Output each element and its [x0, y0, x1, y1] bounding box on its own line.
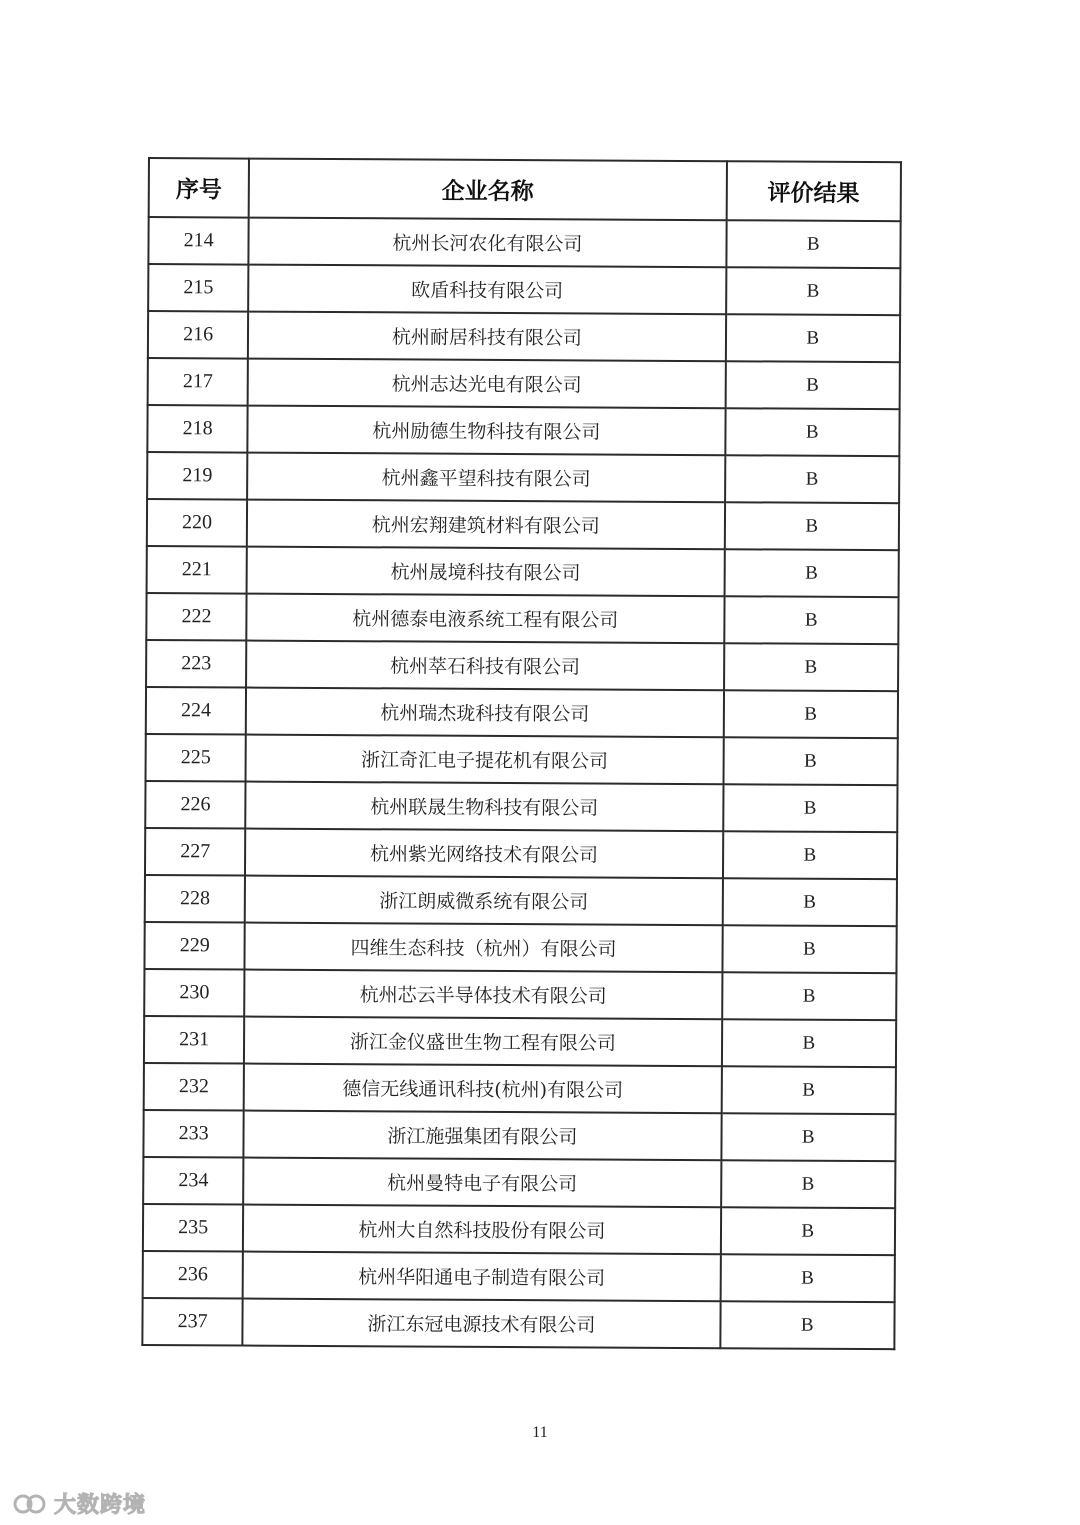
- cell-serial-number: 215: [148, 264, 249, 312]
- cell-serial-number: 223: [146, 640, 247, 688]
- cell-evaluation-result: B: [725, 408, 900, 456]
- table-row: [144, 1063, 896, 1114]
- cell-serial-number: 230: [144, 969, 245, 1017]
- cell-company-name: 浙江施强集团有限公司: [244, 1111, 722, 1161]
- cell-company-name: 浙江东冠电源技术有限公司: [243, 1299, 721, 1349]
- cell-serial-number: 228: [145, 875, 246, 923]
- cell-evaluation-result: B: [723, 737, 898, 785]
- table-row: [144, 969, 896, 1020]
- table-row: [146, 640, 898, 691]
- table-row: [145, 781, 897, 832]
- cell-company-name: 杭州联晟生物科技有限公司: [246, 782, 724, 832]
- cell-company-name: 杭州鑫平望科技有限公司: [247, 453, 725, 503]
- cell-serial-number: 219: [147, 452, 248, 500]
- cell-company-name: 杭州芯云半导体技术有限公司: [244, 970, 722, 1020]
- cell-company-name: 浙江朗威微系统有限公司: [245, 876, 723, 926]
- cell-company-name: 杭州宏翔建筑材料有限公司: [247, 500, 725, 550]
- cell-serial-number: 235: [143, 1204, 244, 1252]
- cell-company-name: 浙江金仪盛世生物工程有限公司: [244, 1017, 722, 1067]
- table-row: [147, 546, 899, 597]
- page-number: 11: [532, 1424, 548, 1441]
- cell-evaluation-result: B: [721, 1160, 896, 1208]
- table-body: [142, 217, 900, 1349]
- cell-evaluation-result: B: [724, 502, 899, 550]
- cell-company-name: 杭州瑞杰珑科技有限公司: [246, 688, 724, 738]
- cell-company-name: 杭州萃石科技有限公司: [246, 641, 724, 691]
- cell-company-name: 杭州志达光电有限公司: [248, 359, 726, 409]
- cell-serial-number: 221: [147, 546, 248, 594]
- cell-serial-number: 226: [145, 781, 246, 829]
- cell-company-name: 欧盾科技有限公司: [248, 265, 726, 315]
- cell-evaluation-result: B: [721, 1019, 896, 1067]
- cell-evaluation-result: B: [720, 1207, 895, 1255]
- cell-serial-number: 214: [148, 217, 249, 265]
- cell-evaluation-result: B: [721, 1066, 896, 1114]
- cell-evaluation-result: B: [725, 314, 900, 362]
- cell-serial-number: 217: [148, 358, 249, 406]
- cell-company-name: 杭州长河农化有限公司: [249, 218, 727, 268]
- header-serial-number: 序号: [149, 158, 250, 218]
- cell-evaluation-result: B: [720, 1301, 895, 1349]
- table-row: [144, 1016, 896, 1067]
- company-rating-table: [141, 157, 902, 1350]
- cell-company-name: 杭州华阳通电子制造有限公司: [243, 1252, 721, 1302]
- cell-evaluation-result: B: [722, 878, 897, 926]
- table-row: [147, 405, 899, 456]
- cell-company-name: 杭州德泰电液系统工程有限公司: [247, 594, 725, 644]
- cell-evaluation-result: B: [722, 925, 897, 973]
- cell-company-name: 杭州大自然科技股份有限公司: [243, 1205, 721, 1255]
- cell-evaluation-result: B: [724, 549, 899, 597]
- cell-evaluation-result: B: [724, 643, 899, 691]
- header-company-name: 企业名称: [249, 159, 727, 221]
- table-row: [146, 593, 898, 644]
- cell-company-name: 四维生态科技（杭州）有限公司: [245, 923, 723, 973]
- header-evaluation-result: 评价结果: [726, 161, 901, 221]
- cell-evaluation-result: B: [726, 220, 901, 268]
- cell-company-name: 德信无线通讯科技(杭州)有限公司: [244, 1064, 722, 1114]
- cell-serial-number: 229: [144, 922, 245, 970]
- cell-serial-number: 218: [147, 405, 248, 453]
- cell-evaluation-result: B: [725, 361, 900, 409]
- cell-evaluation-result: B: [724, 596, 899, 644]
- table-row: [148, 264, 900, 315]
- cell-serial-number: 234: [143, 1157, 244, 1205]
- cell-serial-number: 224: [146, 687, 247, 735]
- table-row: [143, 1251, 895, 1302]
- cell-company-name: 杭州晟境科技有限公司: [247, 547, 725, 597]
- cell-evaluation-result: B: [723, 690, 898, 738]
- table-row: [147, 499, 899, 550]
- watermark: [12, 1488, 146, 1519]
- table-row: [142, 1298, 894, 1349]
- cell-company-name: 杭州耐居科技有限公司: [248, 312, 726, 362]
- table-row: [145, 828, 897, 879]
- cell-evaluation-result: B: [720, 1254, 895, 1302]
- table-row: [146, 734, 898, 785]
- cell-evaluation-result: B: [723, 784, 898, 832]
- table-row: [148, 358, 900, 409]
- cell-serial-number: 231: [144, 1016, 245, 1064]
- cell-serial-number: 232: [144, 1063, 245, 1111]
- table-row: [144, 922, 896, 973]
- table-row: [146, 687, 898, 738]
- cell-serial-number: 227: [145, 828, 246, 876]
- cell-evaluation-result: B: [723, 831, 898, 879]
- table-row: [148, 217, 900, 268]
- cell-company-name: 浙江奇汇电子提花机有限公司: [246, 735, 724, 785]
- cell-evaluation-result: B: [726, 267, 901, 315]
- table-row: [145, 875, 897, 926]
- cell-evaluation-result: B: [721, 1113, 896, 1161]
- cell-company-name: 杭州紫光网络技术有限公司: [245, 829, 723, 879]
- cell-serial-number: 222: [146, 593, 247, 641]
- table-row: [148, 311, 900, 362]
- table-row: [143, 1110, 895, 1161]
- link-logo-icon: [12, 1491, 48, 1517]
- cell-serial-number: 237: [142, 1298, 243, 1346]
- cell-serial-number: 233: [143, 1110, 244, 1158]
- table-row: [143, 1204, 895, 1255]
- cell-serial-number: 236: [143, 1251, 244, 1299]
- cell-serial-number: 225: [146, 734, 247, 782]
- header-row: [149, 158, 901, 221]
- cell-serial-number: 216: [148, 311, 249, 359]
- cell-evaluation-result: B: [722, 972, 897, 1020]
- table-row: [147, 452, 899, 503]
- cell-serial-number: 220: [147, 499, 248, 547]
- cell-evaluation-result: B: [725, 455, 900, 503]
- cell-company-name: 杭州曼特电子有限公司: [243, 1158, 721, 1208]
- cell-company-name: 杭州励德生物科技有限公司: [248, 406, 726, 456]
- watermark-text: 大数跨境: [54, 1493, 147, 1518]
- table-row: [143, 1157, 895, 1208]
- table-header: [149, 158, 901, 221]
